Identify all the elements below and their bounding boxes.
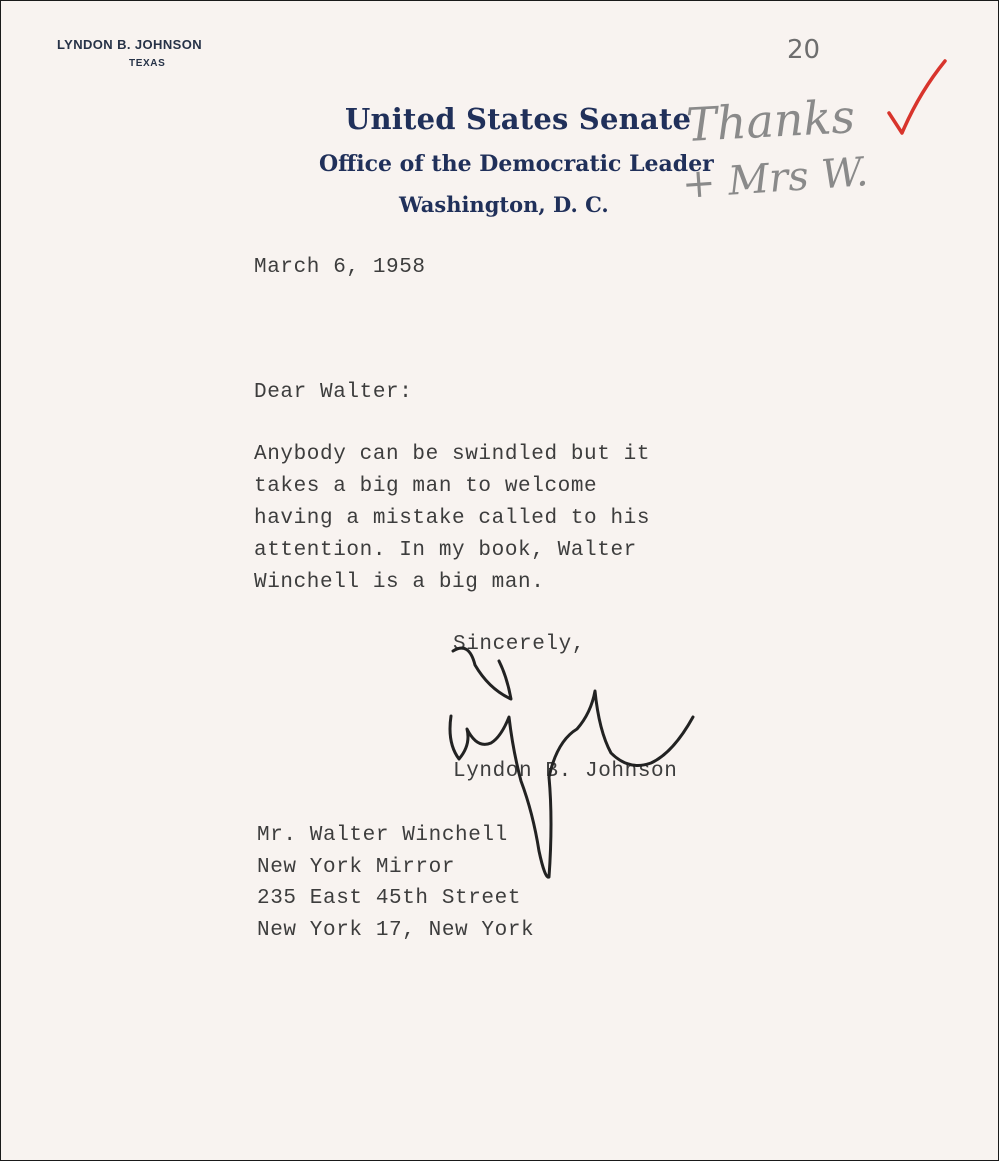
recipient-line: Mr. Walter Winchell	[257, 824, 508, 847]
letter-date: March 6, 1958	[254, 256, 426, 279]
page-number-annotation: 20	[787, 35, 821, 65]
signature-name: Lyndon B. Johnson	[453, 760, 678, 783]
pencil-note-line2: + Mrs W.	[680, 149, 870, 208]
body-line: Winchell is a big man.	[254, 571, 545, 594]
letterhead-state: TEXAS	[129, 58, 166, 69]
letterhead-institution: United States Senate	[345, 102, 692, 136]
pencil-note-line1: Thanks	[684, 89, 857, 152]
body-line: having a mistake called to his	[254, 507, 651, 530]
letter-greeting: Dear Walter:	[254, 381, 413, 404]
recipient-line: New York Mirror	[257, 856, 456, 879]
checkmark-icon	[889, 61, 945, 133]
body-line: Anybody can be swindled but it	[254, 443, 651, 466]
letterhead-office: Office of the Democratic Leader	[319, 151, 714, 177]
pencil-note	[680, 89, 869, 208]
letter-closing: Sincerely,	[453, 633, 586, 656]
recipient-line: 235 East 45th Street	[257, 887, 522, 910]
letterhead-city: Washington, D. C.	[399, 192, 609, 217]
recipient-line: New York 17, New York	[257, 919, 535, 942]
body-line: attention. In my book, Walter	[254, 539, 637, 562]
letterhead-name: LYNDON B. JOHNSON	[57, 37, 203, 52]
body-line: takes a big man to welcome	[254, 475, 598, 498]
